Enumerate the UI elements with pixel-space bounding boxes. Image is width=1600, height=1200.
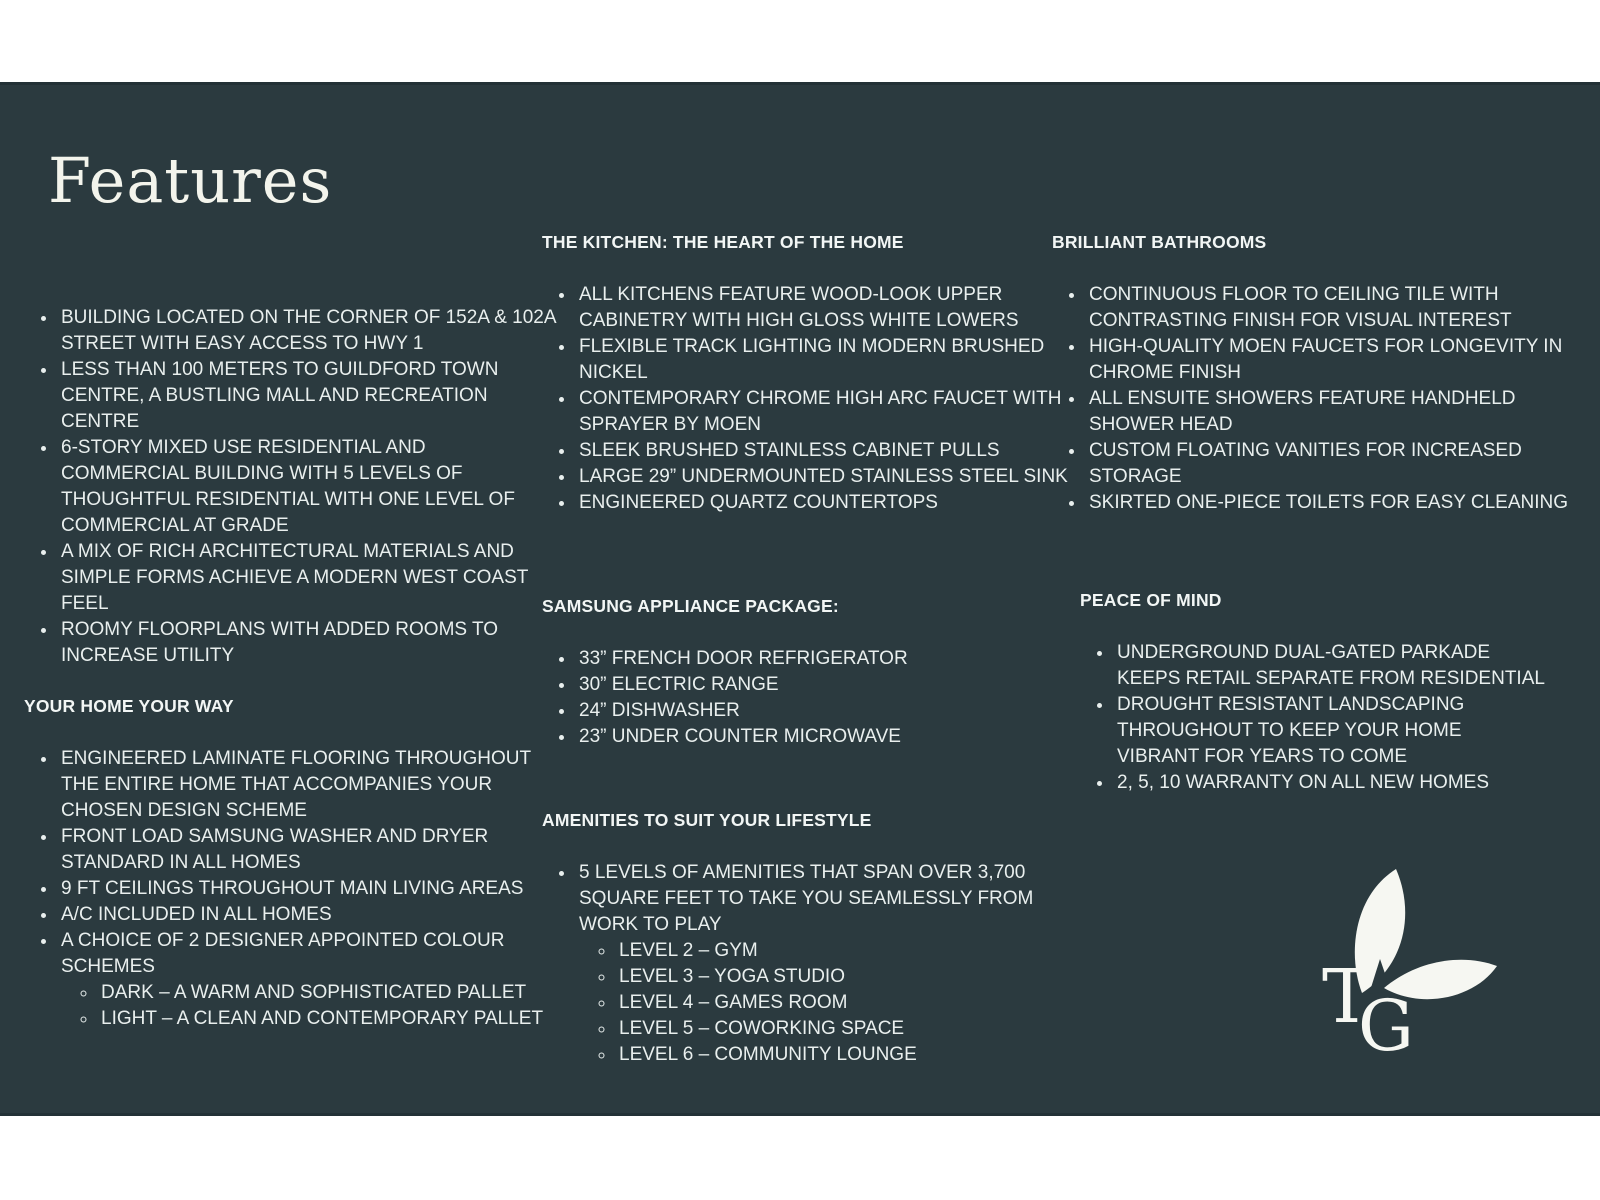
bullet-item: • 6-STORY MIXED USE RESIDENTIAL AND COMMERCIAL BUILDING WITH 5 LEVELS OF THOUGHTFUL RESIDENTIAL WITH ONE LEVEL OF COMMERCIAL AT GRADE [58,435,558,539]
sub-bullet-item: ◦ LEVEL 2 – GYM [616,938,1076,964]
bullet-item: • 9 FT CEILINGS THROUGHOUT MAIN LIVING AREAS [58,876,563,902]
section-heading-your-home-your-way: YOUR HOME YOUR WAY [24,696,234,716]
bullet-item: • 23” UNDER COUNTER MICROWAVE [576,724,1068,750]
bullet-item: • CONTEMPORARY CHROME HIGH ARC FAUCET WITH SPRAYER BY MOEN [576,386,1068,438]
your-home-list [24,746,563,1032]
page-title: Features [48,144,333,217]
section-heading-bathrooms: BRILLIANT BATHROOMS [1052,232,1267,252]
sub-bullet-item: ◦ LEVEL 6 – COMMUNITY LOUNGE [616,1042,1076,1068]
bullet-item: • 30” ELECTRIC RANGE [576,672,1068,698]
section-heading-kitchen: THE KITCHEN: THE HEART OF THE HOME [542,232,904,252]
sub-bullet-item: ◦ LIGHT – A CLEAN AND CONTEMPORARY PALLET [98,1006,563,1032]
bullet-item: • DROUGHT RESISTANT LANDSCAPING THROUGHOUT TO KEEP YOUR HOME VIBRANT FOR YEARS TO COME [1114,692,1546,770]
tg-leaf-logo [1322,865,1498,1055]
bullet-item: • CONTINUOUS FLOOR TO CEILING TILE WITH CONTRASTING FINISH FOR VISUAL INTEREST [1086,282,1572,334]
bullet-item: • 2, 5, 10 WARRANTY ON ALL NEW HOMES [1114,770,1546,796]
amenities-list [542,860,1076,1068]
logo-letter-g: G [1358,985,1414,1055]
section-heading-amenities: AMENITIES TO SUIT YOUR LIFESTYLE [542,810,872,830]
bullet-item: • 33” FRENCH DOOR REFRIGERATOR [576,646,1068,672]
bullet-item: • ALL ENSUITE SHOWERS FEATURE HANDHELD SHOWER HEAD [1086,386,1572,438]
bullet-item: • 24” DISHWASHER [576,698,1068,724]
bullet-item: • ENGINEERED QUARTZ COUNTERTOPS [576,490,1068,516]
bullet-item: • 5 LEVELS OF AMENITIES THAT SPAN OVER 3,700 SQUARE FEET TO TAKE YOU SEAMLESSLY FROM WORK TO PLAY ◦ LEVEL 2 – GYM ◦ LEVEL 3 – YOGA STUDIO ◦ LEVEL 4 – GAMES ROOM ◦ LEVEL 5 – COWORKING SPACE ◦ LEVEL 6 – COMMUNITY LOUNGE [576,860,1076,1068]
bathrooms-list [1052,282,1572,516]
peace-of-mind-list [1080,640,1546,796]
building-features-list [24,305,558,669]
sub-bullet-item: ◦ DARK – A WARM AND SOPHISTICATED PALLET [98,980,563,1006]
slide [0,82,1600,1116]
sub-bullet-item: ◦ LEVEL 5 – COWORKING SPACE [616,1016,1076,1042]
bullet-item: • ROOMY FLOORPLANS WITH ADDED ROOMS TO INCREASE UTILITY [58,617,558,669]
bullet-item: • ALL KITCHENS FEATURE WOOD-LOOK UPPER CABINETRY WITH HIGH GLOSS WHITE LOWERS [576,282,1068,334]
bullet-item: • CUSTOM FLOATING VANITIES FOR INCREASED STORAGE [1086,438,1572,490]
bullet-item: • SLEEK BRUSHED STAINLESS CABINET PULLS [576,438,1068,464]
sub-bullet-item: ◦ LEVEL 4 – GAMES ROOM [616,990,1076,1016]
section-heading-appliance-package: SAMSUNG APPLIANCE PACKAGE: [542,596,839,616]
bullet-item: • HIGH-QUALITY MOEN FAUCETS FOR LONGEVITY IN CHROME FINISH [1086,334,1572,386]
bullet-item: • FRONT LOAD SAMSUNG WASHER AND DRYER STANDARD IN ALL HOMES [58,824,563,876]
bullet-item: • UNDERGROUND DUAL-GATED PARKADE KEEPS RETAIL SEPARATE FROM RESIDENTIAL [1114,640,1546,692]
bullet-item: • A CHOICE OF 2 DESIGNER APPOINTED COLOUR SCHEMES ◦ DARK – A WARM AND SOPHISTICATED PALLET ◦ LIGHT – A CLEAN AND CONTEMPORARY PALLET [58,928,563,1032]
bullet-item: • A/C INCLUDED IN ALL HOMES [58,902,563,928]
appliance-list [542,646,1068,750]
sub-bullet-item: ◦ LEVEL 3 – YOGA STUDIO [616,964,1076,990]
sub-bullet-list [61,980,563,1032]
bullet-item: • BUILDING LOCATED ON THE CORNER OF 152A & 102A STREET WITH EASY ACCESS TO HWY 1 [58,305,558,357]
logo-letter-t: T [1322,954,1372,1040]
kitchen-list [542,282,1068,516]
bullet-item: • A MIX OF RICH ARCHITECTURAL MATERIALS AND SIMPLE FORMS ACHIEVE A MODERN WEST COAST FEEL [58,539,558,617]
sub-bullet-list [579,938,1076,1068]
section-heading-peace-of-mind: PEACE OF MIND [1080,590,1222,610]
bullet-item: • LESS THAN 100 METERS TO GUILDFORD TOWN CENTRE, A BUSTLING MALL AND RECREATION CENTRE [58,357,558,435]
bullet-item: • ENGINEERED LAMINATE FLOORING THROUGHOUT THE ENTIRE HOME THAT ACCOMPANIES YOUR CHOSEN DESIGN SCHEME [58,746,563,824]
bullet-item: • LARGE 29” UNDERMOUNTED STAINLESS STEEL SINK [576,464,1068,490]
bullet-item: • FLEXIBLE TRACK LIGHTING IN MODERN BRUSHED NICKEL [576,334,1068,386]
bullet-item: • SKIRTED ONE-PIECE TOILETS FOR EASY CLEANING [1086,490,1572,516]
